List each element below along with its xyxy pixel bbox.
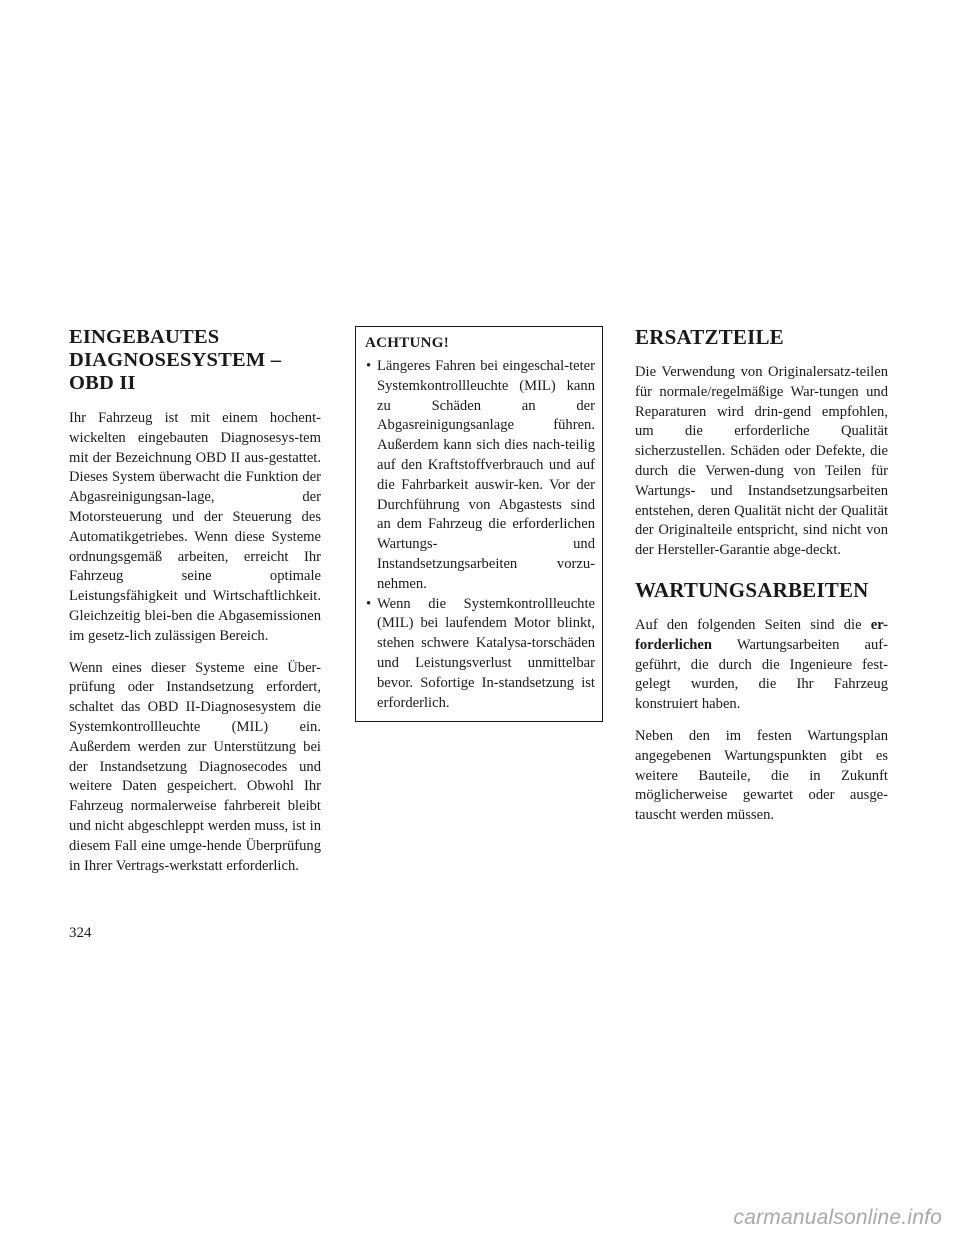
column-right [635, 326, 888, 838]
paragraph [635, 616, 888, 715]
paragraph: Ihr Fahrzeug ist mit einem hochent-wickelten eingebauten Diagnosesys-tem mit der Bezeichnung OBD II aus-gestattet. Dieses System überwacht die Funktion der Abgasreinigungsan-lage, der Motorsteuerung und der Steuerung des Automatikgetriebes. Wenn diese Systeme ordnungsgemäß arbeiten, erreicht Ihr Fahrzeug seine optimale Leistungsfähigkeit und Wirtschaftlichkeit. Gleichzeitig blei-ben die Abgasemissionen im gesetz-lich zulässigen Bereich. [69, 410, 321, 644]
warning-box [355, 326, 603, 722]
paragraph: Neben den im festen Wartungsplan angegebenen Wartungspunkten gibt es weitere Bauteile, die in Zukunft möglicherweise gewartet oder ausge-tauscht werden müssen. [635, 727, 888, 824]
list-item-text: Wenn die Systemkontrollleuchte (MIL) bei laufendem Motor blinkt, stehen schwere Katalysa-torschäden und Leistungsverlust unmittelbar bevor. Sofortige In-standsetzung ist erforderlich. [377, 595, 595, 711]
section-heading-obd [69, 326, 321, 395]
paragraph: Die Verwendung von Originalersatz-teilen für normale/regelmäßige War-tungen und Reparaturen wird drin-gend empfohlen, um die erforderliche Qualität sicherzustellen. Schäden oder Defekte, die durch die Verwen-dung von Teilen für Wartungs- und Instandsetzungsarbeiten entstehen, deren Qualität nicht der Qualität der Originalteile entspricht, sind nicht von der Hersteller-Garantie abge-deckt. [635, 364, 888, 559]
bullet-icon: • [366, 595, 372, 612]
watermark: carmanualsonline.info [733, 1206, 942, 1229]
heading-line: DIAGNOSESYSTEM – [69, 349, 282, 371]
list-item-text: Längeres Fahren bei eingeschal-teter Systemkontrollleuchte (MIL) kann zu Schäden an der Abgasreinigungsanlage führen. Außerdem kann sich dies nach-teilig auf den Kraftstoffverbrauch und auf die Fahrbarkeit auswir-ken. Vor der Durchführung von Abgastests sind an dem Fahrzeug die erforderlichen Wartungs- und Instandsetzungsarbeiten vorzu-nehmen. [377, 358, 595, 592]
column-middle [355, 326, 603, 722]
column-left [69, 326, 321, 888]
paragraph: Wenn eines dieser Systeme eine Über-prüfung oder Instandsetzung erfordert, schaltet das OBD II-Diagnosesystem die Systemkontrollleuchte (MIL) ein. Außerdem werden zur Unterstützung bei der Instandsetzung Diagnosecodes und weitere Daten gespeichert. Obwohl Ihr Fahrzeug normalerweise fahrbereit bleibt und nicht abgeschleppt werden muss, ist in diesem Fall eine umge-hende Überprüfung in Ihrer Vertrags-werkstatt erforderlich. [69, 659, 321, 874]
heading-line: OBD II [69, 372, 136, 394]
section-heading-ersatzteile: ERSATZTEILE [635, 325, 784, 349]
warning-list [365, 357, 595, 713]
bullet-icon: • [366, 358, 372, 374]
section-heading-wartungsarbeiten: WARTUNGSARBEITEN [635, 577, 869, 602]
heading-line: EINGEBAUTES [69, 326, 220, 348]
page-number: 324 [69, 925, 92, 941]
emphasis-text: er-forderlichen [635, 616, 888, 653]
list-item [365, 357, 595, 595]
list-item [365, 595, 595, 714]
text-run: Wartungsarbeiten auf-geführt, die durch die Ingenieure fest-gelegt wurden, die Ihr Fahrzeug konstruiert haben. [635, 636, 888, 713]
text-run: Auf den folgenden Seiten sind die [635, 616, 871, 633]
warning-title: ACHTUNG! [365, 335, 450, 351]
